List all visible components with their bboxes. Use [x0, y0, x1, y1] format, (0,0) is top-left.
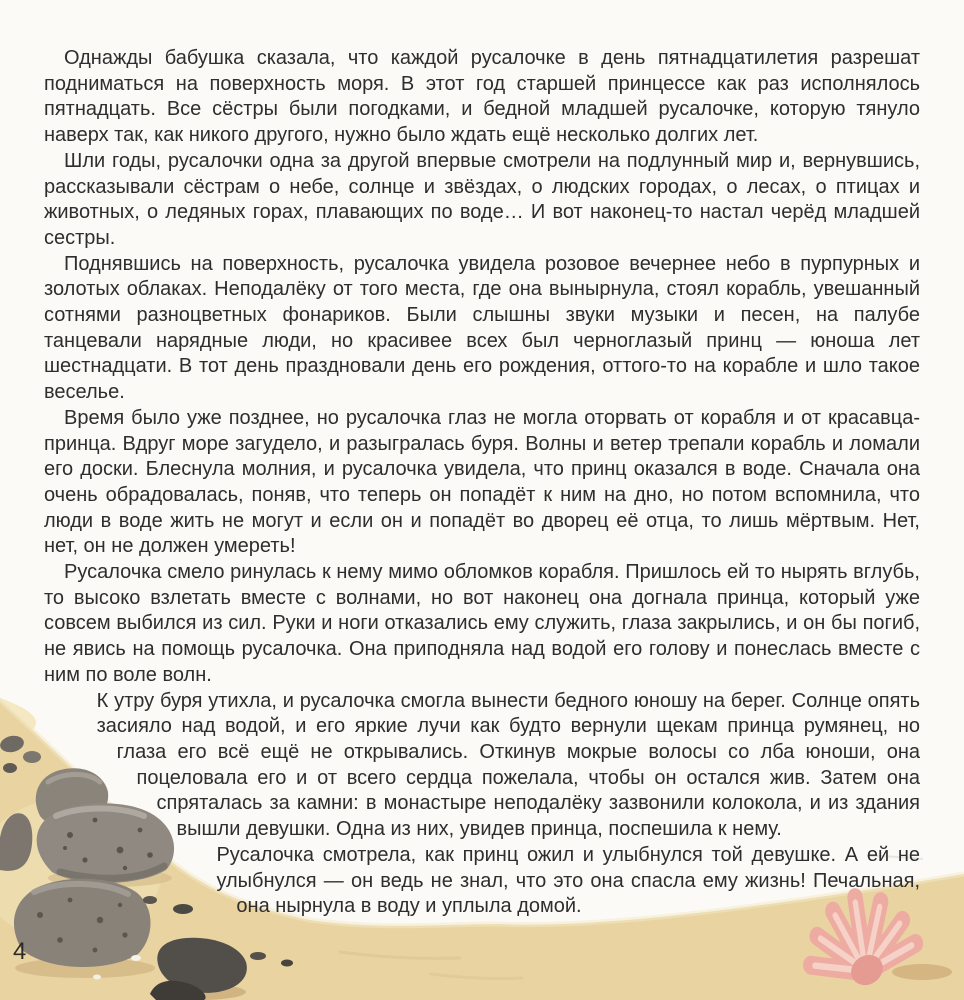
story-paragraph-4: Время было уже позднее, но русалочка глаз не могла оторвать от корабля и от красавца-принца. Вдруг море загудело, и разыгралась буря. Волны и ветер трепали корабль и ломали его доски. Блеснула молния, и русалочка увидела, что принц оказался в воде. Сначала она очень обрадовалась, поняв, что теперь он попадёт к ним на дно, но потом вспомнила, что люди в воде жить не могут и если он и попадёт во дворец её отца, то лишь мёртвым. Нет, нет, он не должен умереть! — [44, 406, 920, 558]
story-paragraph-5: Русалочка смело ринулась к нему мимо обломков корабля. Пришлось ей то нырять вглубь, то высоко взлетать вместе с волнами, но вот наконец она догнала принца, который уже совсем выбился из сил. Руки и ноги отказались ему служить, глаза закрылись, и он бы погиб, не явись на помощь русалочка. Она приподняла над водой его голову и понеслась вместе с ним по воле волн. — [44, 561, 920, 686]
story-paragraph-2: Шли годы, русалочки одна за другой впервые смотрели на подлунный мир и, вернувшись, рассказывали сёстрам о небе, солнце и звёздах, о людских городах, о лесах, о птицах и животных, о ледяных горах, плавающих по воде… И вот наконец-то настал черёд младшей сестры. — [44, 149, 920, 249]
page-number: 4 — [13, 938, 27, 965]
story-paragraph-1: Однажды бабушка сказала, что каждой русалочке в день пятнадцатилетия разрешат подниматься на поверхность моря. В этот год старшей принцессе как раз исполнялось пятнадцать. Все сёстры были погодками, и бедной младшей русалочке, которую тянуло наверх так, как никого другого, нужно было ждать ещё несколько долгих лет. — [44, 47, 920, 147]
story-paragraph-7: Русалочка смотрела, как принц ожил и улыбнулся той девушке. А ей не улыбнулся — он ведь не знал, что это она спасла ему жизнь! Печальная, она нырнула в воду и уплыла домой. — [216, 843, 920, 918]
story-paragraph-3: Поднявшись на поверхность, русалочка увидела розовое вечернее небо в пурпурных и золотых облаках. Неподалёку от того места, где она вынырнула, стоял корабль, увешанный сотнями разноцветных фонариков. Были слышны звуки музыки и песен, на палубе танцевали нарядные люди, но красивее всех был черноглазый принц — юноша лет шестнадцати. В тот день праздновали день его рождения, оттого-то на корабле и шло такое веселье. — [44, 252, 920, 404]
story-paragraph-6: К утру буря утихла, и русалочка смогла вынести бедного юношу на берег. Солнце опять засияло над водой, и его яркие лучи как будто вернули щекам принца румянец, но глаза его всё ещё не открывались. Откинув мокрые волосы со лба юноши, она поцеловала его и от всего сердца пожелала, чтобы он остался жив. Затем она спряталась за камни: в монастыре неподалёку зазвонили колокола, и из здания вышли девушки. Одна из них, увидев принца, поспешила к нему. — [96, 689, 920, 841]
